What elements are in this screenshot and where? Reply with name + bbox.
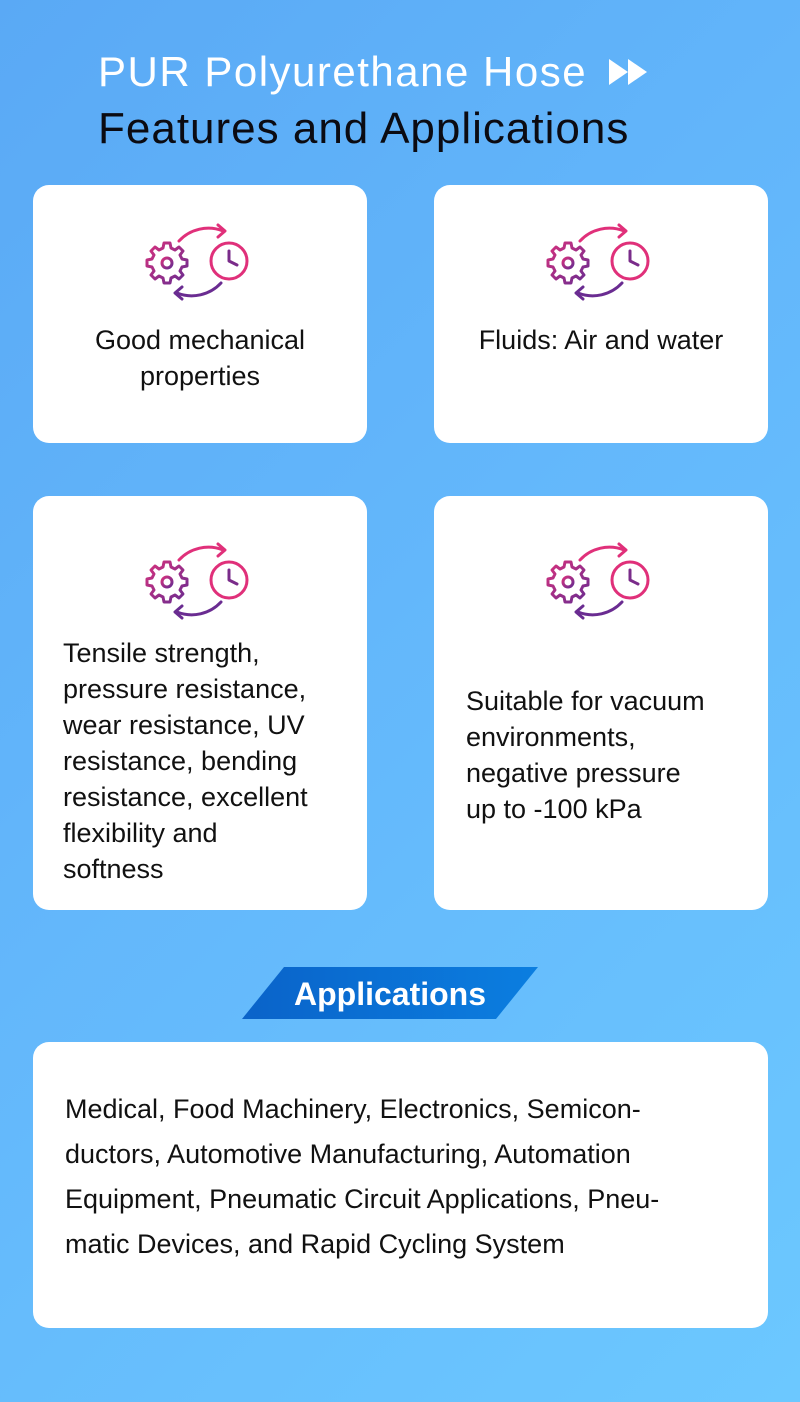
feature-card-mechanical	[33, 185, 367, 443]
gear-clock-cycle-icon	[546, 219, 656, 303]
feature-text-line: resistance, bending	[63, 746, 298, 776]
page-title-line1	[98, 48, 649, 96]
applications-banner	[242, 967, 538, 1019]
feature-card-fluids	[434, 185, 768, 443]
feature-card-vacuum	[434, 496, 768, 910]
gear-clock-cycle-icon	[145, 219, 255, 303]
page-title-line2: Features and Applications	[98, 104, 630, 153]
applications-line: matic Devices, and Rapid Cycling System	[65, 1229, 565, 1259]
feature-text-line: wear resistance, UV	[63, 710, 305, 740]
applications-card	[33, 1042, 768, 1328]
feature-text	[63, 635, 363, 887]
feature-text-line: flexibility and	[63, 818, 218, 848]
title-text: PUR Polyurethane Hose	[98, 48, 588, 95]
applications-line: ductors, Automotive Manufacturing, Automation	[65, 1139, 631, 1169]
feature-text	[466, 683, 764, 827]
feature-text	[434, 322, 768, 358]
feature-text-line: Good mechanical	[94, 325, 306, 355]
feature-card-strength	[33, 496, 367, 910]
feature-text-line: properties	[139, 361, 261, 391]
applications-text	[65, 1087, 745, 1267]
feature-text-line: up to -100 kPa	[466, 794, 642, 824]
feature-text-line: environments,	[466, 722, 636, 752]
applications-heading: Applications	[293, 976, 486, 1012]
applications-line: Medical, Food Machinery, Electronics, Semicon-	[65, 1094, 641, 1124]
gear-clock-cycle-icon	[546, 538, 656, 622]
feature-text-line: Fluids: Air and water	[478, 325, 724, 355]
applications-line: Equipment, Pneumatic Circuit Applications, Pneu-	[65, 1184, 660, 1214]
feature-text-line: softness	[63, 854, 164, 884]
feature-text-line: Suitable for vacuum	[466, 686, 705, 716]
feature-text-line: resistance, excellent	[63, 782, 308, 812]
feature-text-line: negative pressure	[466, 758, 681, 788]
feature-text-line: pressure resistance,	[63, 674, 307, 704]
feature-text	[33, 322, 367, 394]
fast-forward-icon	[609, 59, 649, 85]
gear-clock-cycle-icon	[145, 538, 255, 622]
feature-text-line: Tensile strength,	[63, 638, 260, 668]
